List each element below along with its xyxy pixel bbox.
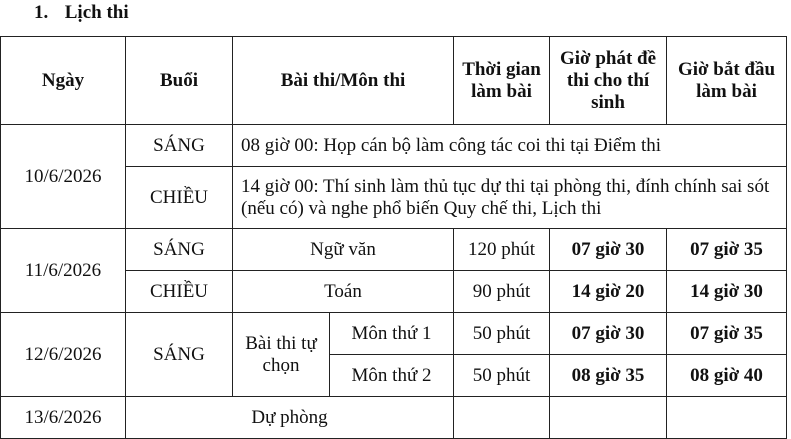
- duration-cell: 50 phút: [454, 355, 550, 397]
- elective-group-cell: Bài thi tự chọn: [233, 313, 330, 397]
- date-cell: 13/6/2026: [1, 397, 126, 439]
- subject-cell: Môn thứ 2: [330, 355, 454, 397]
- session-cell: SÁNG: [126, 125, 233, 167]
- start-time-cell: 08 giờ 40: [667, 355, 787, 397]
- session-cell: SÁNG: [126, 313, 233, 397]
- header-start-time: Giờ bắt đầu làm bài: [667, 37, 787, 125]
- subject-cell: Toán: [233, 271, 454, 313]
- table-row: [1, 229, 787, 271]
- subject-cell: Môn thứ 1: [330, 313, 454, 355]
- distribute-time-cell: 07 giờ 30: [550, 313, 667, 355]
- distribute-time-cell: 14 giờ 20: [550, 271, 667, 313]
- note-cell: 08 giờ 00: Họp cán bộ làm công tác coi thi tại Điểm thi: [233, 125, 787, 167]
- reserve-cell: Dự phòng: [126, 397, 454, 439]
- subject-cell: Ngữ văn: [233, 229, 454, 271]
- header-duration: Thời gian làm bài: [454, 37, 550, 125]
- session-cell: CHIỀU: [126, 271, 233, 313]
- distribute-time-cell: 08 giờ 35: [550, 355, 667, 397]
- exam-schedule-table: [0, 36, 787, 439]
- header-subject: Bài thi/Môn thi: [233, 37, 454, 125]
- empty-cell: [454, 397, 550, 439]
- distribute-time-cell: 07 giờ 30: [550, 229, 667, 271]
- note-cell: 14 giờ 00: Thí sinh làm thủ tục dự thi tại phòng thi, đính chính sai sót (nếu có) và nghe phổ biến Quy chế thi, Lịch thi: [233, 167, 787, 229]
- empty-cell: [667, 397, 787, 439]
- table-row: [1, 397, 787, 439]
- date-cell: 12/6/2026: [1, 313, 126, 397]
- date-cell: 10/6/2026: [1, 125, 126, 229]
- section-number: 1.: [34, 2, 49, 23]
- session-cell: CHIỀU: [126, 167, 233, 229]
- start-time-cell: 07 giờ 35: [667, 229, 787, 271]
- duration-cell: 90 phút: [454, 271, 550, 313]
- start-time-cell: 07 giờ 35: [667, 313, 787, 355]
- session-cell: SÁNG: [126, 229, 233, 271]
- table-row: [1, 125, 787, 167]
- header-date: Ngày: [1, 37, 126, 125]
- table-row: [1, 313, 787, 355]
- header-row: [1, 37, 787, 125]
- section-title: Lịch thi: [64, 2, 129, 23]
- section-heading: [34, 2, 129, 24]
- header-distribute-time: Giờ phát đề thi cho thí sinh: [550, 37, 667, 125]
- duration-cell: 50 phút: [454, 313, 550, 355]
- empty-cell: [550, 397, 667, 439]
- date-cell: 11/6/2026: [1, 229, 126, 313]
- start-time-cell: 14 giờ 30: [667, 271, 787, 313]
- duration-cell: 120 phút: [454, 229, 550, 271]
- header-session: Buổi: [126, 37, 233, 125]
